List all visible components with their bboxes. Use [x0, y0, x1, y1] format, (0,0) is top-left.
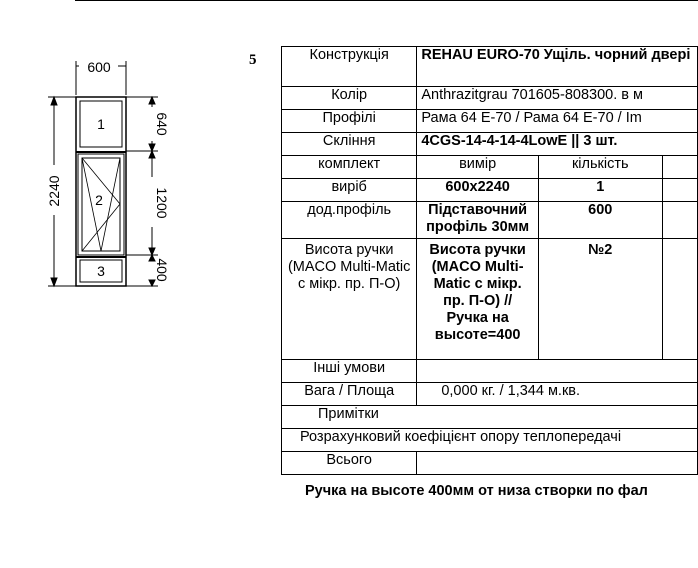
row-total — [282, 452, 698, 475]
section-label-top: 640 — [154, 112, 170, 136]
construction-value: REHAU EURO-70 Ущіль. чорний двері — [417, 47, 698, 87]
coefficient-label: Розрахунковий коефіцієнт опору теплопередачі — [282, 429, 698, 452]
row-item — [282, 179, 698, 202]
weight-value: 0,000 кг. / 1,344 м.кв. — [417, 383, 698, 406]
item-qty: 1 — [538, 179, 662, 202]
empty-cell — [662, 179, 697, 202]
handle-label: Висота ручки (MACO Multi-Matic с мікр. пр. П-О) — [282, 239, 417, 360]
section-dimensions — [126, 97, 158, 286]
row-construction — [282, 47, 698, 87]
empty-cell — [662, 239, 697, 360]
height-label: 2240 — [46, 175, 62, 207]
window-drawing — [40, 55, 170, 295]
section-label-bottom: 400 — [154, 258, 170, 282]
addprofile-value: Підставочний профіль 30мм — [417, 202, 539, 239]
panel-label-1: 1 — [97, 116, 105, 132]
row-notes — [282, 406, 698, 429]
profiles-label: Профілі — [282, 110, 417, 133]
panel-label-2: 2 — [95, 192, 103, 208]
notes-label: Примітки — [282, 406, 698, 429]
profiles-value: Рама 64 E-70 / Рама 64 E-70 / Im — [417, 110, 698, 133]
row-coefficient — [282, 429, 698, 452]
qty-header: кількість — [538, 156, 662, 179]
item-label: виріб — [282, 179, 417, 202]
color-label: Колір — [282, 87, 417, 110]
spec-table — [281, 46, 698, 475]
addprofile-qty: 600 — [538, 202, 662, 239]
row-other — [282, 360, 698, 383]
color-value: Anthrazitgrau 701605-808300. в м — [417, 87, 698, 110]
other-value — [417, 360, 698, 383]
size-header: вимір — [417, 156, 539, 179]
item-number: 5 — [249, 52, 257, 68]
total-value — [417, 452, 698, 475]
section-label-middle: 1200 — [154, 187, 170, 219]
top-border-line — [75, 0, 698, 1]
row-profiles — [282, 110, 698, 133]
item-size: 600x2240 — [417, 179, 539, 202]
footnote: Ручка на высоте 400мм от низа створки по фал — [305, 483, 648, 499]
empty-cell — [662, 202, 697, 239]
row-kit-header — [282, 156, 698, 179]
empty-cell — [662, 156, 697, 179]
row-weight — [282, 383, 698, 406]
total-label: Всього — [282, 452, 417, 475]
panel-label-3: 3 — [97, 263, 105, 279]
handle-qty: №2 — [538, 239, 662, 360]
handle-value: Висота ручки (MACO Multi-Matic с мікр. пр. П-О) // Ручка на высоте=400 — [417, 239, 539, 360]
row-glazing — [282, 133, 698, 156]
row-handle — [282, 239, 698, 360]
row-addprofile — [282, 202, 698, 239]
addprofile-label: дод.профіль — [282, 202, 417, 239]
glazing-value: 4CGS-14-4-14-4LowE || 3 шт. — [417, 133, 698, 156]
construction-label: Конструкція — [282, 47, 417, 87]
kit-label: комплект — [282, 156, 417, 179]
width-label: 600 — [87, 59, 111, 75]
weight-label: Вага / Площа — [282, 383, 417, 406]
other-label: Інші умови — [282, 360, 417, 383]
glazing-label: Скління — [282, 133, 417, 156]
row-color — [282, 87, 698, 110]
